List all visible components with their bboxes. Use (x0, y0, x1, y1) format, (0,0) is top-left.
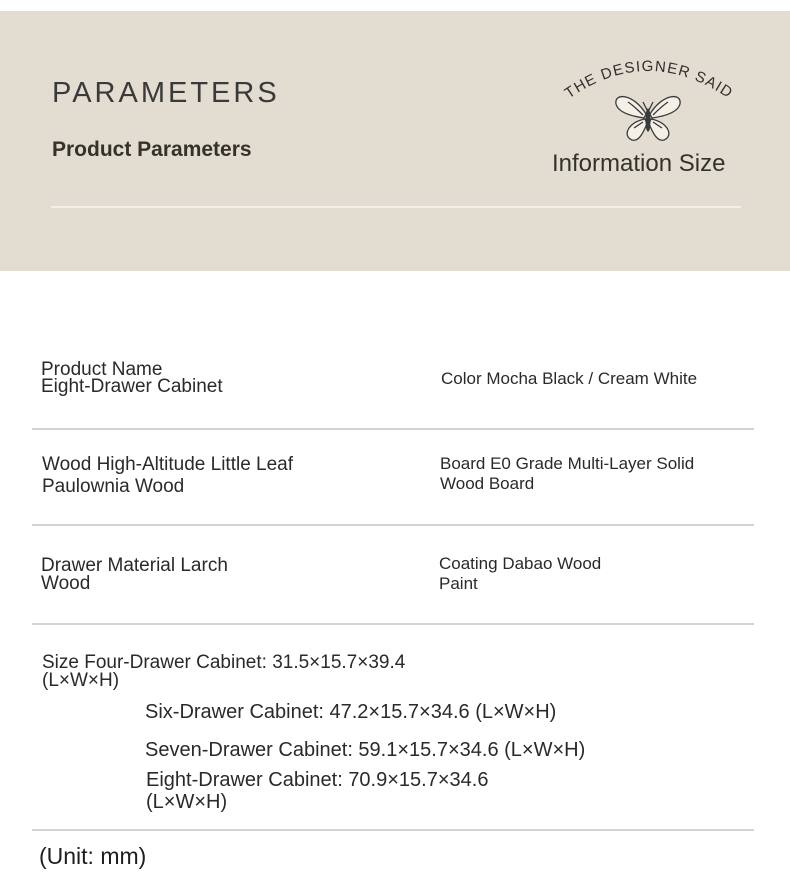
unit-note: (Unit: mm) (39, 843, 147, 869)
header-divider (51, 206, 741, 208)
size-eight-drawer: Eight-Drawer Cabinet: 70.9×15.7×34.6 (L×W×H) (146, 769, 489, 813)
designer-logo (560, 50, 740, 145)
param-board: Board E0 Grade Multi-Layer Solid Wood Board (440, 454, 695, 493)
size-six-drawer: Six-Drawer Cabinet: 47.2×15.7×34.6 (L×W×H) (145, 701, 557, 723)
page-title: PARAMETERS (52, 77, 280, 109)
size-seven-drawer: Seven-Drawer Cabinet: 59.1×15.7×34.6 (L×W×H) (145, 739, 586, 761)
param-color: Color Mocha Black / Cream White (441, 369, 698, 388)
param-wood: Wood High-Altitude Little Leaf Paulownia Wood (42, 454, 294, 497)
row-divider (32, 524, 754, 526)
size-four-drawer: Size Four-Drawer Cabinet: 31.5×15.7×39.4 (L×W×H) (42, 652, 406, 691)
row-divider (32, 623, 754, 625)
param-product-name: Product Name Eight-Drawer Cabinet (41, 359, 223, 397)
row-divider (32, 829, 754, 831)
page-subtitle: Product Parameters (52, 138, 252, 161)
logo-text: THE DESIGNER SAID (561, 57, 737, 103)
param-drawer-material: Drawer Material Larch Wood (41, 555, 228, 594)
information-size-label: Information Size (552, 150, 726, 177)
row-divider (32, 428, 754, 430)
svg-text:THE DESIGNER SAID (562, 58, 736, 102)
param-coating: Coating Dabao Wood Paint (439, 554, 602, 593)
butterfly-icon (616, 97, 680, 141)
